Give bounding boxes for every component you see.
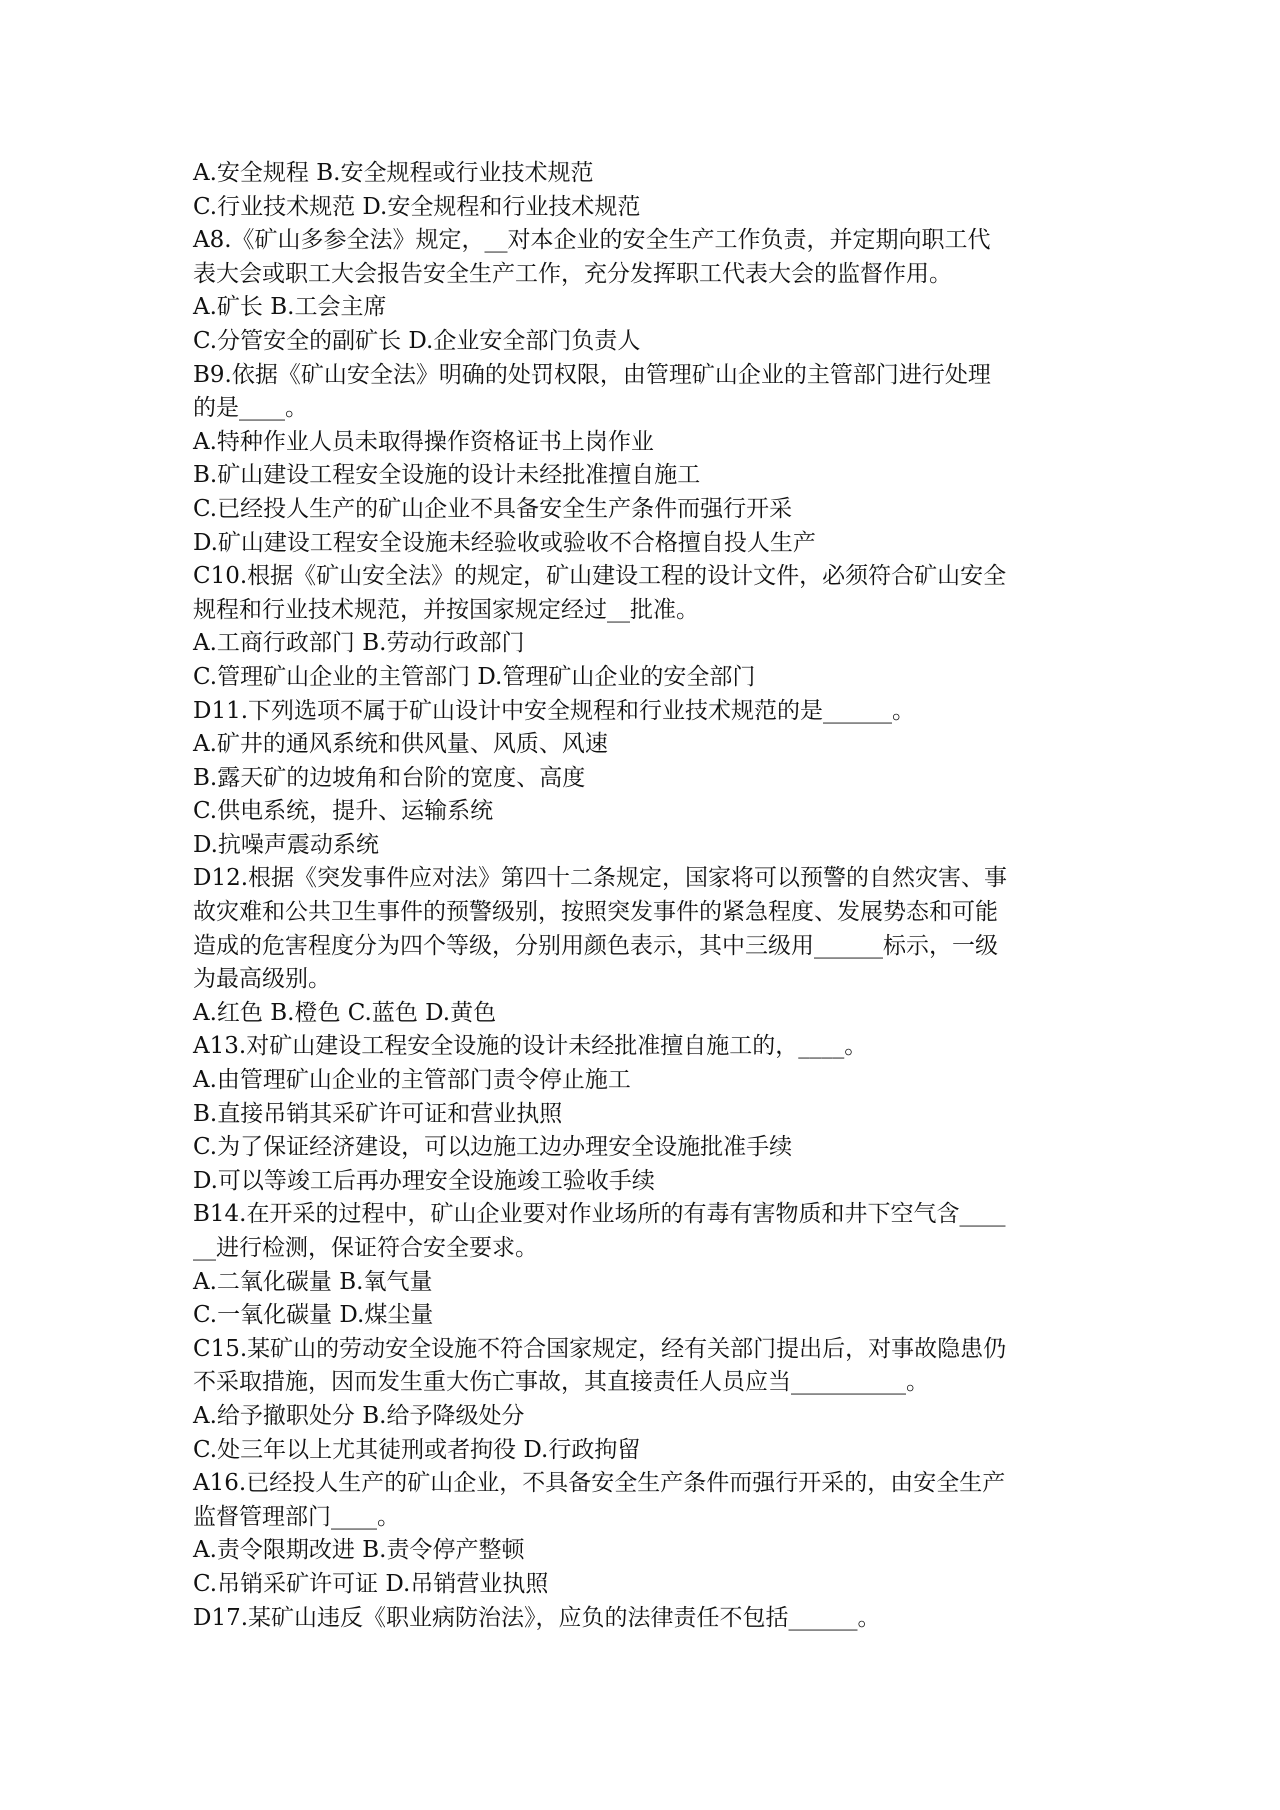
text-line: __进行检测，保证符合安全要求。 <box>193 1235 538 1261</box>
question-line: B9.依据《矿山安全法》明确的处罚权限，由管理矿山企业的主管部门进行处理 <box>193 361 991 388</box>
question-line: D12.根据《突发事件应对法》第四十二条规定，国家将可以预警的自然灾害、事 <box>193 865 1008 892</box>
text-line: C.吊销采矿许可证 D.吊销营业执照 <box>193 1570 549 1597</box>
text-line: 的是____。 <box>193 395 308 422</box>
question-line: A13.对矿山建设工程安全设施的设计未经批准擅自施工的，____。 <box>193 1033 868 1060</box>
text-line: C.管理矿山企业的主管部门 D.管理矿山企业的安全部门 <box>193 663 756 690</box>
text-line: C.供电系统，提升、运输系统 <box>193 798 494 825</box>
text-line: C.一氧化碳量 D.煤尘量 <box>193 1302 434 1329</box>
text-line: 监督管理部门____。 <box>193 1503 400 1530</box>
text-line: B.露天矿的边坡角和台阶的宽度、高度 <box>193 764 586 791</box>
question-line: C15.某矿山的劳动安全设施不符合国家规定，经有关部门提出后，对事故隐患仍 <box>193 1335 1007 1362</box>
text-line: D.抗噪声震动系统 <box>193 831 379 858</box>
question-line: A8.《矿山多参全法》规定，__对本企业的安全生产工作负责，并定期向职工代 <box>193 227 991 254</box>
question-line: C10.根据《矿山安全法》的规定，矿山建设工程的设计文件，必须符合矿山安全 <box>193 563 1007 590</box>
text-line: A.矿长 B.工会主席 <box>193 294 387 321</box>
text-line: 为最高级别。 <box>193 966 331 993</box>
text-line: A.安全规程 B.安全规程或行业技术规范 <box>193 160 594 186</box>
text-line: 表大会或职工大会报告安全生产工作，充分发挥职工代表大会的监督作用。 <box>193 260 952 287</box>
text-line: B.直接吊销其采矿许可证和营业执照 <box>193 1100 563 1127</box>
text-line: A.工商行政部门 B.劳动行政部门 <box>193 630 525 657</box>
text-line: C.已经投人生产的矿山企业不具备安全生产条件而强行开采 <box>193 495 793 522</box>
text-line: 不采取措施，因而发生重大伤亡事故，其直接责任人员应当__________。 <box>193 1369 929 1396</box>
text-line: D.可以等竣工后再办理安全设施竣工验收手续 <box>193 1167 655 1194</box>
question-line: D11.下列选项不属于矿山设计中安全规程和行业技术规范的是______。 <box>193 697 916 724</box>
text-line: C.为了保证经济建设，可以边施工边办理安全设施批准手续 <box>193 1134 793 1161</box>
question-line: A16.已经投人生产的矿山企业，不具备安全生产条件而强行开采的，由安全生产 <box>193 1470 1006 1497</box>
text-line: 规程和行业技术规范，并按国家规定经过__批准。 <box>193 596 699 623</box>
text-line: A.责令限期改进 B.责令停产整顿 <box>193 1537 525 1564</box>
text-line: C.行业技术规范 D.安全规程和行业技术规范 <box>193 193 641 220</box>
text-line: A.给予撤职处分 B.给予降级处分 <box>193 1402 525 1429</box>
text-line: A.由管理矿山企业的主管部门责令停止施工 <box>193 1067 631 1094</box>
text-line: A.红色 B.橙色 C.蓝色 D.黄色 <box>193 999 497 1026</box>
text-line: A.矿井的通风系统和供风量、风质、风速 <box>193 731 608 758</box>
question-line: D17.某矿山违反《职业病防治法》，应负的法律责任不包括______。 <box>193 1604 881 1631</box>
text-line: C.处三年以上尤其徒刑或者拘役 D.行政拘留 <box>193 1436 641 1463</box>
question-line: B14.在开采的过程中，矿山企业要对作业场所的有毒有害物质和井下空气含____ <box>193 1201 1006 1228</box>
text-line: 故灾难和公共卫生事件的预警级别，按照突发事件的紧急程度、发展势态和可能 <box>193 899 998 926</box>
text-line: A.二氧化碳量 B.氧气量 <box>193 1268 433 1295</box>
document-page <box>193 157 1098 1635</box>
text-line: A.特种作业人员未取得操作资格证书上岗作业 <box>193 428 654 455</box>
text-line: D.矿山建设工程安全设施未经验收或验收不合格擅自投人生产 <box>193 529 816 556</box>
text-line: 造成的危害程度分为四个等级，分别用颜色表示，其中三级用______标示，一级 <box>193 932 998 959</box>
text-line: B.矿山建设工程安全设施的设计未经批准擅自施工 <box>193 462 701 489</box>
text-line: C.分管安全的副矿长 D.企业安全部门负责人 <box>193 327 641 354</box>
